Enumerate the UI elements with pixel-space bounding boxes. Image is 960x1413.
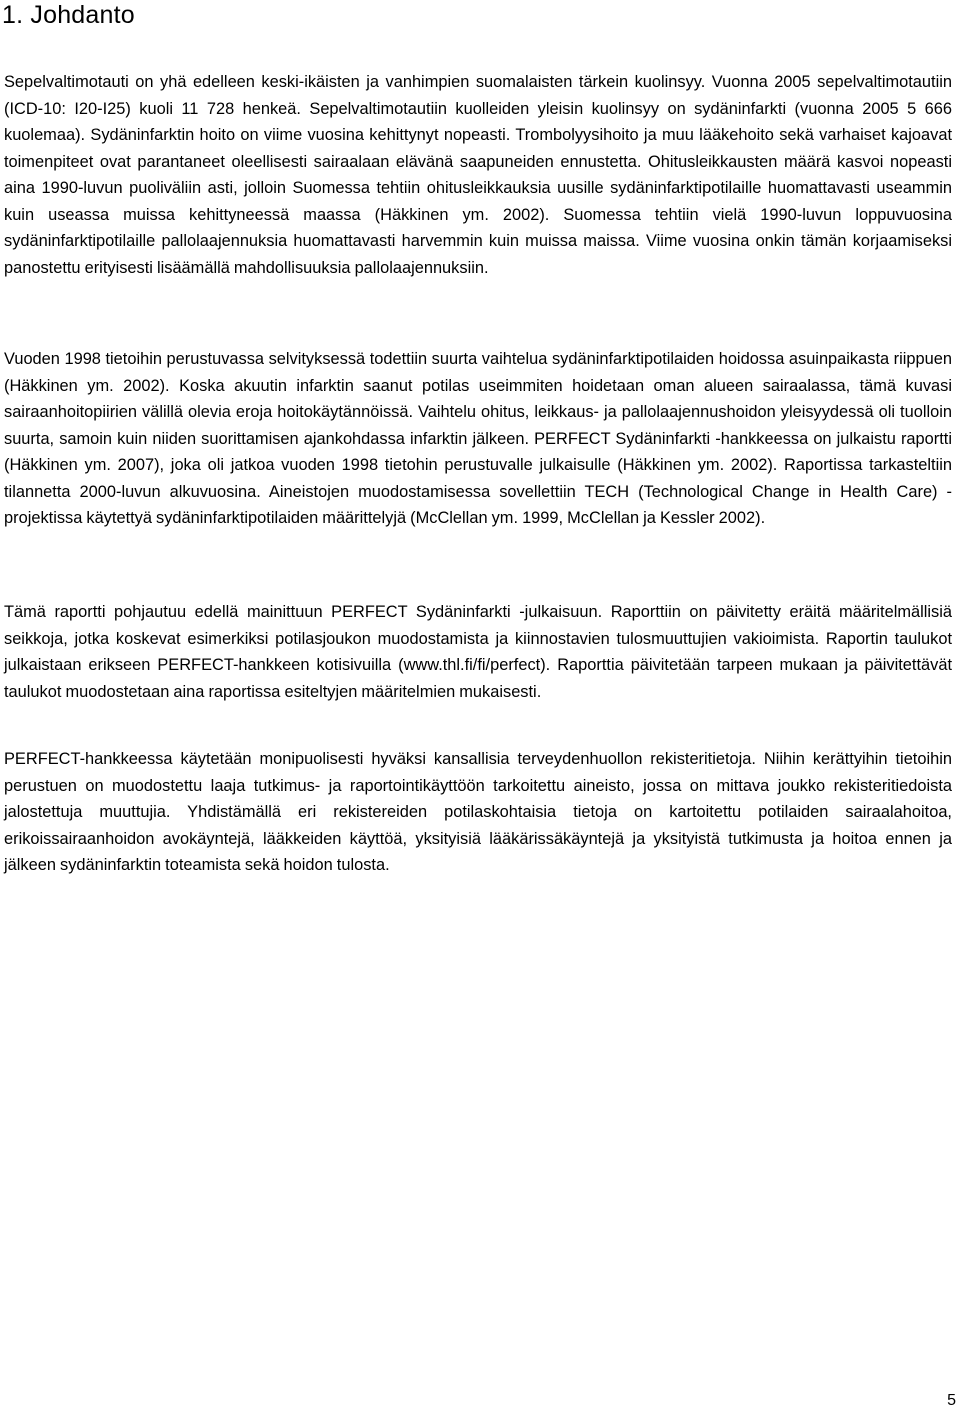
paragraph-registers: PERFECT-hankkeessa käytetään monipuolisesti hyväksi kansallisia terveydenhuollon rekisteritietoja. Niihin kerättyihin tietoihin perustuen on muodostettu laaja tutkimus- ja raportointikäyttöön tarkoitettu aineisto, jossa on mittava joukko rekisteritiedoista jalostettuja muuttujia. Yhdistämällä eri rekistereiden potilaskohtaisia tietoja on kartoitettu potilaiden sairaalahoitoa, erikoissairaanhoidon avokäyntejä, lääkkeiden käyttöä, yksityisiä lääkärissäkäyntejä ja yksityistä tutkimusta ja hoitoa ennen ja jälkeen sydäninfarktin toteamista sekä hoidon tulosta. xyxy=(4,750,952,874)
paragraph-regional-variation: Vuoden 1998 tietoihin perustuvassa selvityksessä todettiin suurta vaihtelua sydäninfarktipotilaiden hoidossa asuinpaikasta riippuen (Häkkinen ym. 2002). Koska akuutin infarktin saanut potilas useimmiten hoidetaan oman alueen sairaalassa, tämä kuvasi sairaanhoitopiirien välillä olevia eroja hoitokäytännöissä. Vaihtelu ohitus, leikkaus- ja pallolaajennushoidon yleisyydessä oli tuolloin suurta, samoin kuin niiden suorittamisen ajankohdassa infarktin jälkeen. PERFECT Sydäninfarkti -hankkeessa on julkaistu raportti (Häkkinen ym. 2007), joka oli jatkoa vuoden 1998 tietohin perustuvalle julkaisulle (Häkkinen ym. 2002). Raportissa tarkasteltiin tilannetta 2000-luvun alkuvuosina. Aineistojen muodostamisessa sovellettiin TECH (Technological Change in Health Care) -projektissa käytettyä sydäninfarktipotilaiden määrittelyjä (McClellan ym. 1999, McClellan ja Kessler 2002). xyxy=(4,350,952,527)
paragraph-report-basis: Tämä raportti pohjautuu edellä mainittuun PERFECT Sydäninfarkti -julkaisuun. Raporttiin on päivitetty eräitä määritelmällisiä seikkoja, jotka koskevat esimerkiksi potilasjoukon muodostamista ja kiinnostavien tulosmuuttujien vakioimista. Raportin taulukot julkaistaan erikseen PERFECT-hankkeen kotisivuilla (www.thl.fi/fi/perfect). Raporttia päivitetään tarpeen mukaan ja päivitettävät taulukot muodostetaan aina raportissa esiteltyjen määritelmien mukaisesti. xyxy=(4,603,952,701)
section-heading: 1. Johdanto xyxy=(2,1,135,29)
paragraph-intro: Sepelvaltimotauti on yhä edelleen keski-ikäisten ja vanhimpien suomalaisten tärkein kuolinsyy. Vuonna 2005 sepelvaltimotautiin (ICD-10: I20-I25) kuoli 11 728 henkeä. Sepelvaltimotautiin kuolleiden yleisin kuolinsyy on sydäninfarkti (vuonna 2005 5 666 kuolemaa). Sydäninfarktin hoito on viime vuosina kehittynyt nopeasti. Trombolyysihoito ja muu lääkehoito sekä varhaiset kajoavat toimenpiteet ovat parantaneet oleellisesti sairaalaan elävänä saapuneiden ennustetta. Ohitusleikkausten määrä kasvoi nopeasti aina 1990-luvun puoliväliin asti, jolloin Suomessa tehtiin ohitusleikkauksia uusille sydäninfarktipotilaille huomattavasti useammin kuin useassa muissa kehittyneessä maassa (Häkkinen ym. 2002). Suomessa tehtiin vielä 1990-luvun loppuvuosina sydäninfarktipotilaille pallolaajennuksia huomattavasti harvemmin kuin muissa maissa. Viime vuosina onkin tämän korjaamiseksi panostettu erityisesti lisäämällä mahdollisuuksia pallolaajennuksiin. xyxy=(4,73,952,277)
page-number: 5 xyxy=(947,1392,956,1409)
